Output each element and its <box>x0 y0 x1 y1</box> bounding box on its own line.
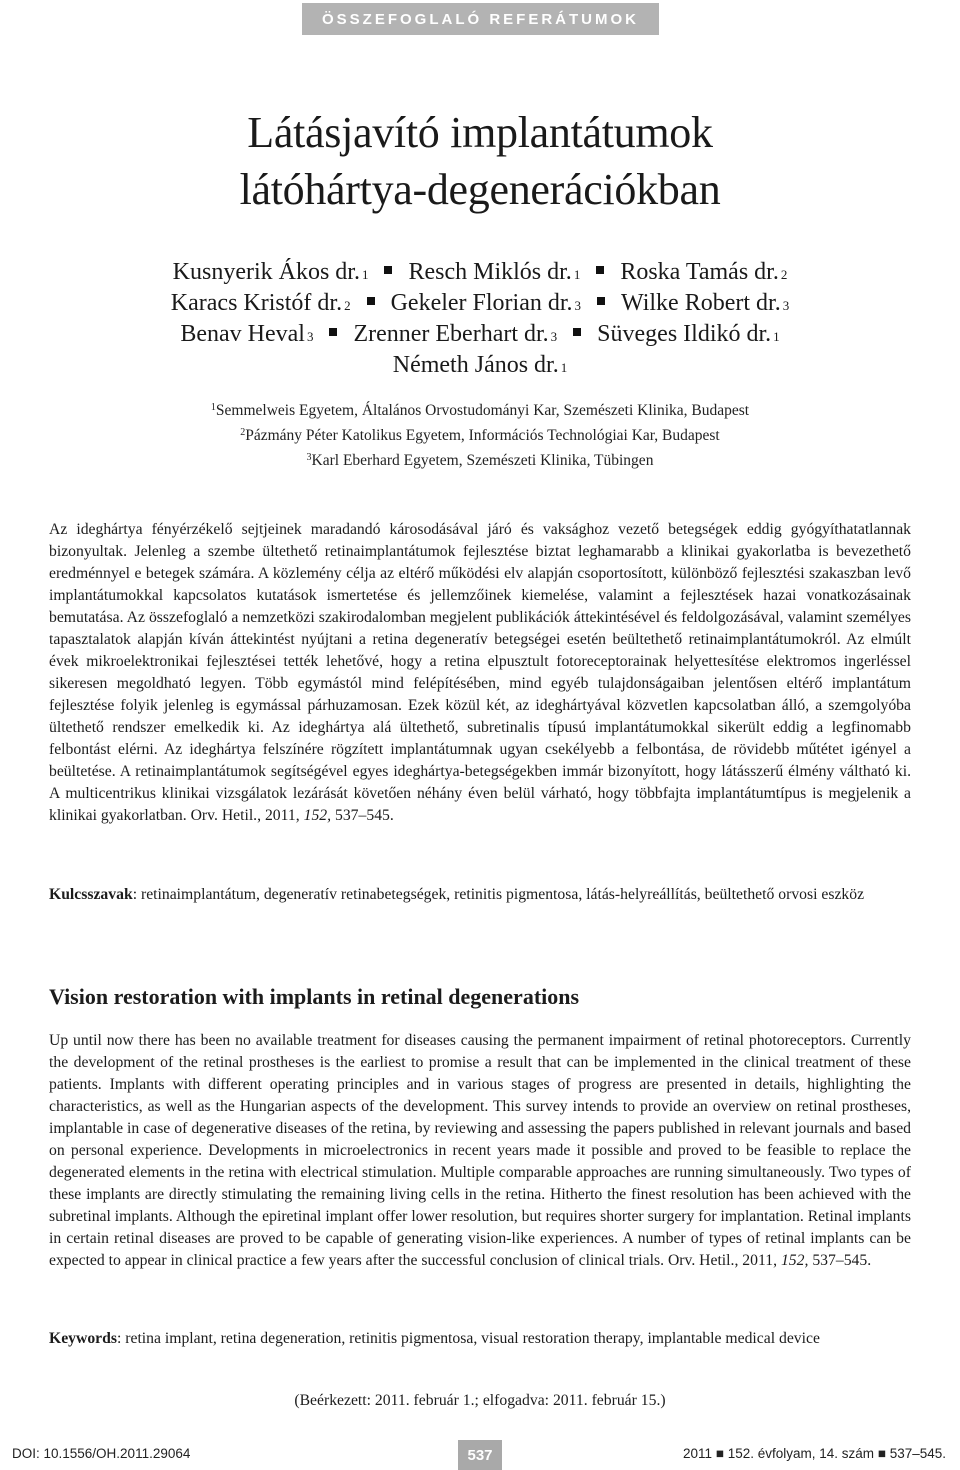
doi-link[interactable]: DOI: 10.1556/OH.2011.29064 <box>12 1446 191 1461</box>
affiliation-list <box>0 397 960 472</box>
separator-square-icon <box>367 297 375 305</box>
section-header <box>302 3 659 35</box>
keywords-text: : retinaimplantátum, degeneratív retinabetegségek, retinitis pigmentosa, látás-helyreállítás, beültethető orvosi eszköz <box>132 886 865 903</box>
author-name: Benav Heval <box>180 321 305 347</box>
keywords-label: Kulcsszavak <box>49 886 133 903</box>
author-line-4 <box>0 351 960 382</box>
affiliation-text: Semmelweis Egyetem, Általános Orvostudományi Kar, Szemészeti Klinika, Budapest <box>215 402 750 419</box>
author-name: Roska Tamás dr. <box>620 259 779 285</box>
separator-square-icon <box>596 266 604 274</box>
author-affiliation: 3 <box>550 329 558 344</box>
author-name: Karacs Kristóf dr. <box>170 290 343 316</box>
author-list <box>0 258 960 382</box>
english-title: Vision restoration with implants in retinal degenerations <box>49 984 580 1009</box>
affiliation-item <box>0 447 960 472</box>
citation-prefix: Orv. Hetil., 2011, <box>186 807 304 824</box>
author-name: Wilke Robert dr. <box>621 290 781 316</box>
author-line-3 <box>0 320 960 351</box>
author-name: Németh János dr. <box>392 352 559 378</box>
author-affiliation: 3 <box>306 329 314 344</box>
separator-square-icon <box>597 297 605 305</box>
author-name: Zrenner Eberhart dr. <box>353 321 549 347</box>
author-name: Resch Miklós dr. <box>408 259 572 285</box>
title-line-2: látóhártya-degenerációkban <box>239 165 721 214</box>
received-dates: (Beérkezett: 2011. február 1.; elfogadva: 2011. február 15.) <box>294 1392 666 1409</box>
author-affiliation: 2 <box>344 298 351 313</box>
author-affiliation: 1 <box>773 329 780 344</box>
author-affiliation: 1 <box>361 267 369 282</box>
author-affiliation: 1 <box>560 360 568 375</box>
article-title <box>0 104 960 218</box>
affiliation-text: Karl Eberhard Egyetem, Szemészeti Klinika, Tübingen <box>311 452 654 469</box>
citation-volume: 152, <box>303 807 332 824</box>
page-footer <box>0 1440 960 1470</box>
author-name: Gekeler Florian dr. <box>390 290 573 316</box>
author-affiliation: 1 <box>573 267 581 282</box>
author-name: Süveges Ildikó dr. <box>597 321 772 347</box>
author-name: Kusnyerik Ákos dr. <box>172 259 360 285</box>
author-line-2 <box>0 289 960 320</box>
separator-square-icon <box>573 328 581 336</box>
author-affiliation: 3 <box>782 298 790 313</box>
affiliation-number: 1 <box>210 402 216 413</box>
separator-square-icon <box>384 266 392 274</box>
abstract-hungarian-text: Az ideghártya fényérzékelő sejtjeinek maradandó károsodásával járó és vaksághoz vezető betegségek eddig gyógyíthatatlannak bizonyultak. Jelenleg a szembe ültethető retinaimplantátumok fejlesztése biztat leghamarabb a klinikai gyakorlatba is bevezethető eredménnyel e betegek számára. A közlemény célja az eltérő működési elv alapján csoportosított, különböző fejlesztési szakaszban levő implantátumokkal kapcsolatos kutatások ismertetése és jellemzőinek kiemelése, valamint a fejlesztések hazai vonatkozásainak bemutatása. Az összefoglaló a nemzetközi szakirodalomban megjelent publikációk áttekintésével és feldolgozásával, valamint személyes tapasztalatok alapján kíván áttekintést nyújtani a retina degeneratív betegségei esetén beültethető retinaimplantátumokról. Az elmúlt évek mikroelektronikai fejlesztései tették lehetővé, hogy a retina elpusztult fotoreceptorainak helyettesítése elektromos ingerléssel sikeresen megoldható legyen. Több egymástól mind felépítésében, mind egyéb tulajdonságaiban jelentősen eltérő implantátum fejlesztése folyik jelenleg is egymással párhuzamosan. Ezek közül két, az ideghártyával közvetlen kapcsolatban álló, a szemgolyóba ültethető rendszer emelkedik ki. Az ideghártya alá ültethető, subretinalis típusú implantátumokkal sikerült eddig a legfinomabb felbontást elérni. Az ideghártya felszínére rögzített implantátumnak ugyan csekélyebb a felbontása, de rövidebb műtétet igényel a beültetése. A retinaimplantátumok segítségével egyes ideghártya-betegségekben immár bizonyított, hogy látásszerű élmény váltható ki. A multicentrikus klinikai vizsgálatok lezárását követően néhány éven belül várható, hogy többfajta implantátumtípus is megjelenik a klinikai gyakorlatban. <box>49 521 911 824</box>
issue-info: 2011 ■ 152. évfolyam, 14. szám ■ 537–545. <box>683 1446 946 1461</box>
citation-prefix: Orv. Hetil., 2011, <box>664 1252 781 1269</box>
keywords-english <box>49 1328 911 1350</box>
affiliation-number: 2 <box>240 427 246 438</box>
affiliation-item <box>0 397 960 422</box>
keywords-text: : retina implant, retina degeneration, retinitis pigmentosa, visual restoration therapy, implantable medical device <box>116 1330 820 1347</box>
affiliation-number: 3 <box>306 452 312 463</box>
separator-square-icon <box>329 328 337 336</box>
section-label: ÖSSZEFOGLALÓ REFERÁTUMOK <box>322 10 639 28</box>
citation-volume: 152, <box>780 1252 809 1269</box>
page-number: 537 <box>458 1440 502 1470</box>
abstract-english-text: Up until now there has been no available treatment for diseases causing the permanent impairment of retinal photoreceptors. Currently the development of the retinal prostheses is the earliest to promise a result that can be implemented in the clinical treatment of these patients. Implants with different operating principles and in various stages of progress are presented in details, highlighting the characteristics, as well as the Hungarian aspects of the development. This survey intends to provide an overview on retinal prostheses, implantable in case of degenerative diseases of the retina, by reviewing and assessing the papers published in relevant journals and based on personal experience. Developments in microelectronics in recent years made it possible and proved to be feasible to replace the degenerated elements in the retina with electrical stimulation. Multiple comparable approaches are running simultaneously. Two types of these implants are directly stimulating the remaining living cells in the retina. Hitherto the finest resolution has been achieved with the subretinal implants. Although the epiretinal implant offer lower resolution, but requires shorter surgery for implantation. Retinal implants in certain retinal diseases are proved to be capable of generating vision-like experiences. A number of types of retinal implants can be expected to appear in clinical practice a few years after the successful conclusion of clinical trials. <box>49 1032 911 1269</box>
abstract-english <box>49 1030 911 1272</box>
keywords-label: Keywords <box>49 1330 117 1347</box>
citation-pages: 537–545. <box>331 807 394 824</box>
author-affiliation: 3 <box>574 298 582 313</box>
keywords-hungarian <box>49 884 911 906</box>
author-line-1 <box>0 258 960 289</box>
abstract-hungarian <box>49 519 911 827</box>
affiliation-item <box>0 422 960 447</box>
title-line-1: Látásjavító implantátumok <box>247 108 713 157</box>
citation-pages: 537–545. <box>808 1252 872 1269</box>
affiliation-text: Pázmány Péter Katolikus Egyetem, Információs Technológiai Kar, Budapest <box>245 427 720 444</box>
author-affiliation: 2 <box>780 267 788 282</box>
